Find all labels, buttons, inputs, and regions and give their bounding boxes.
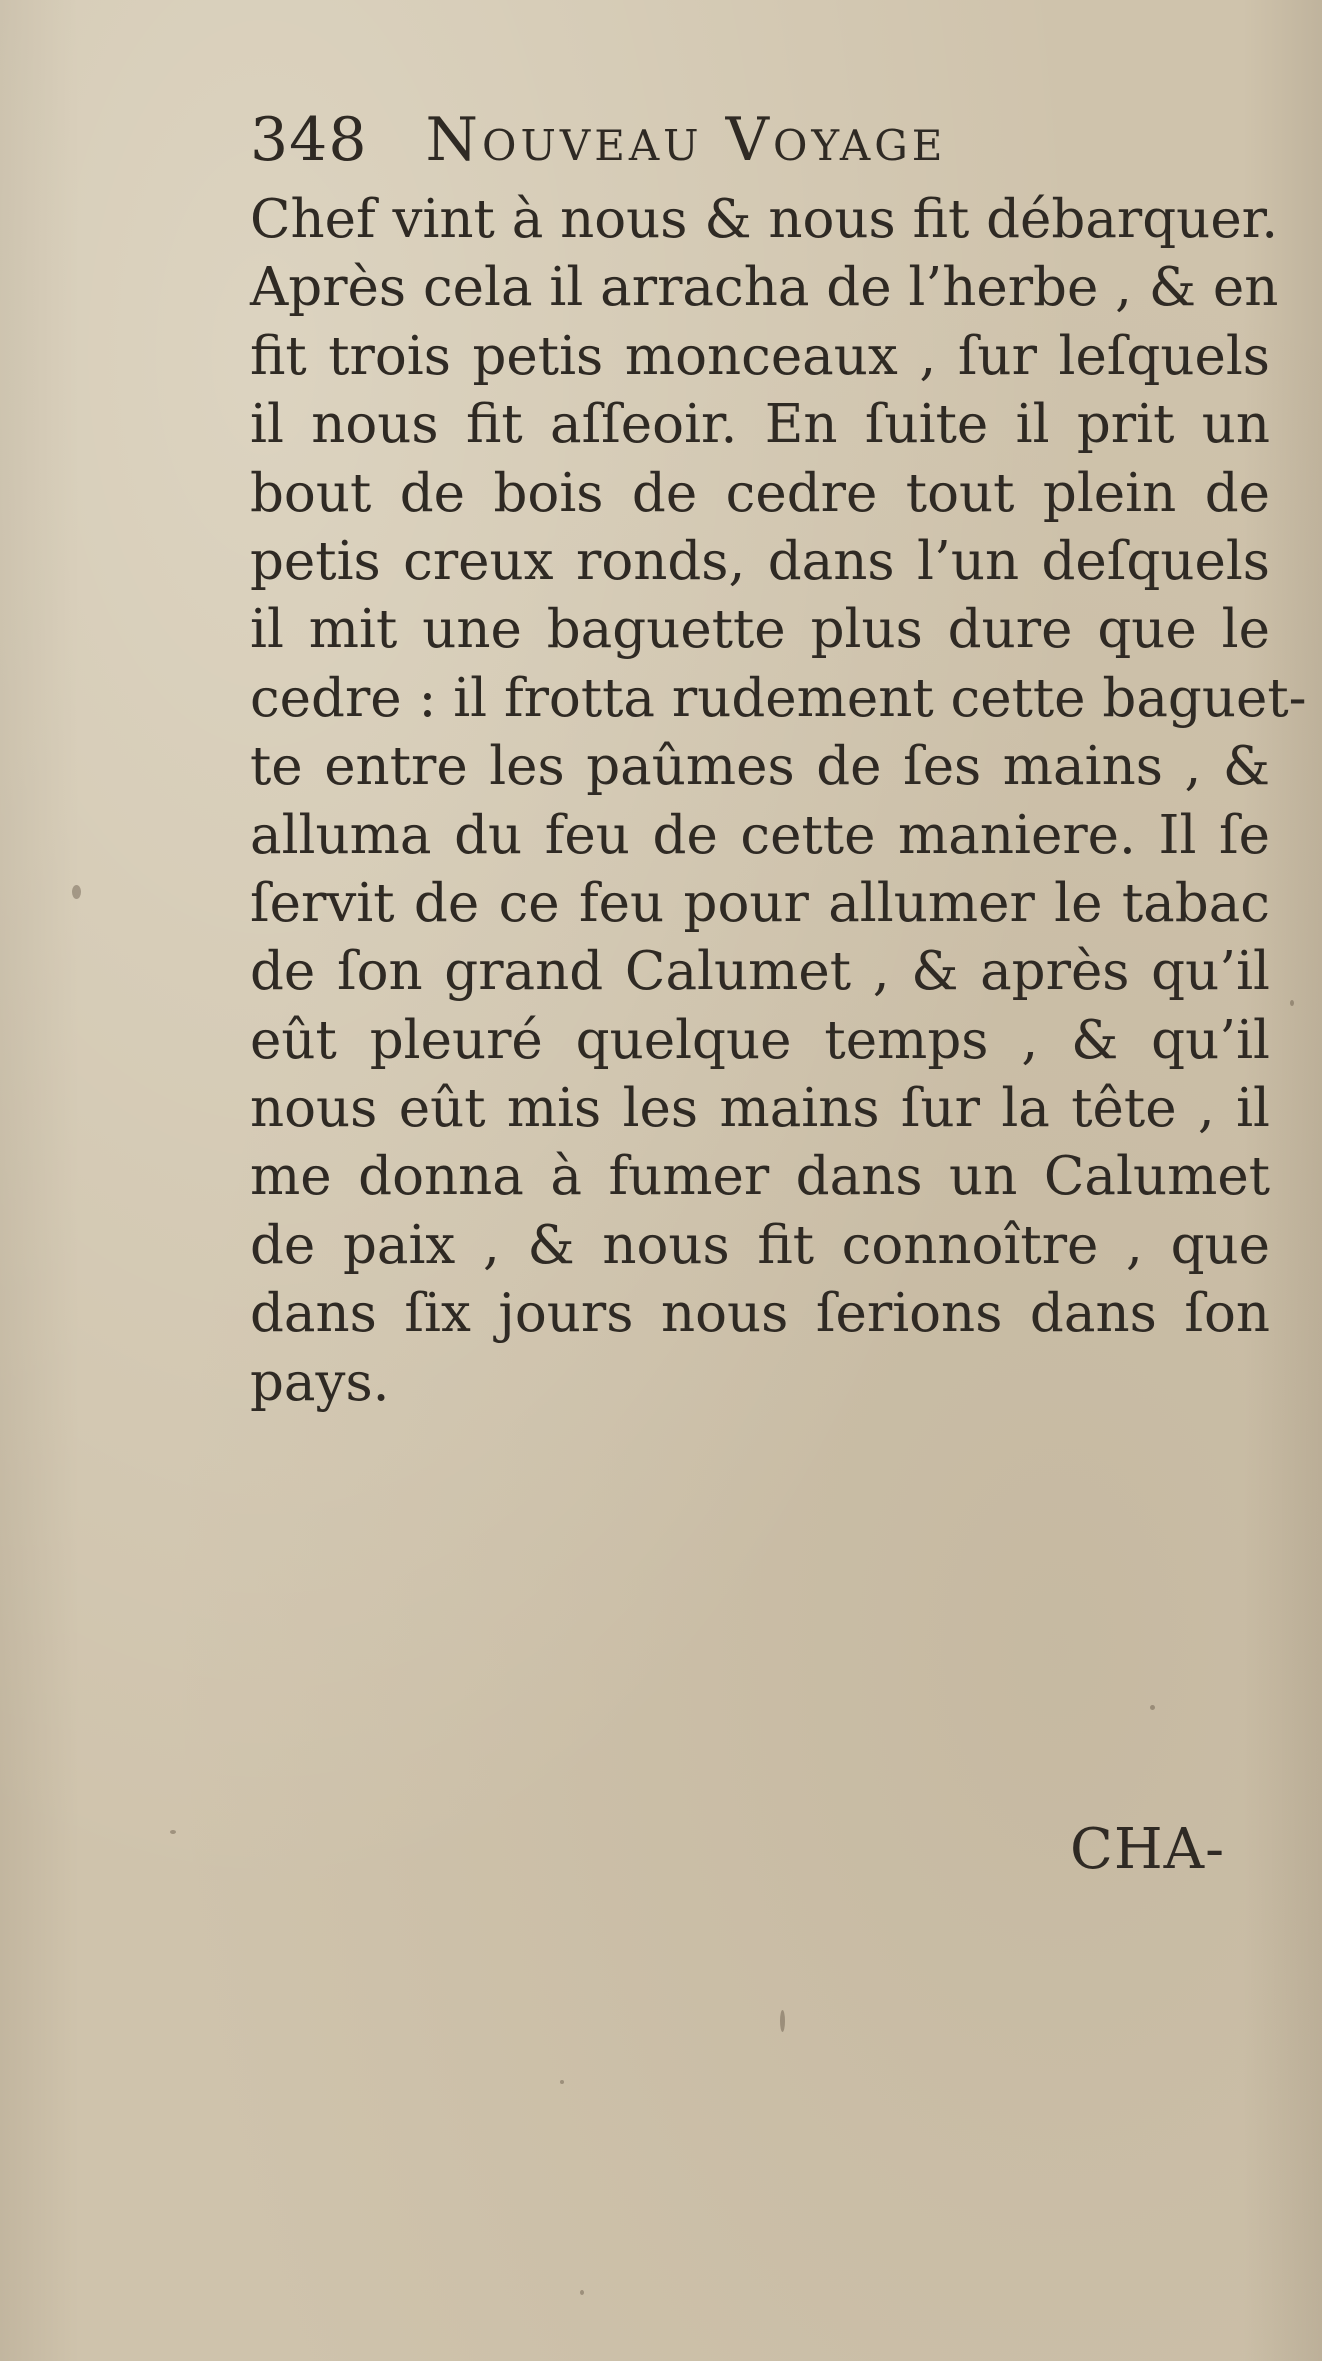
paper-speck — [1290, 1000, 1294, 1006]
paper-speck — [1150, 1705, 1155, 1710]
text-line: alluma du feu de cette maniere. Il ſe — [250, 804, 1270, 866]
paper-speck — [580, 2290, 584, 2295]
text-line: petis creux ronds, dans l’un deſquels — [250, 530, 1270, 592]
running-head — [250, 100, 1150, 180]
text-line: de paix , & nous fit connoître , que — [250, 1214, 1270, 1276]
text-line: eût pleuré quelque temps , & qu’il — [250, 1009, 1270, 1071]
text-line: nous eût mis les mains ſur la tête , il — [250, 1078, 1270, 1140]
paper-speck — [560, 2080, 564, 2084]
page-number: 348 — [250, 105, 368, 175]
text-line: il mit une baguette plus dure que le — [250, 599, 1270, 661]
text-line: dans ſix jours nous ſerions dans ſon — [250, 1283, 1270, 1345]
text-line: ſervit de ce feu pour allumer le tabac — [250, 872, 1270, 934]
text-line: me donna à fumer dans un Calumet — [250, 1146, 1270, 1208]
text-line: te entre les paûmes de ſes mains , & — [250, 736, 1270, 798]
catchword: CHA- — [1070, 1817, 1226, 1882]
text-line: bout de bois de cedre tout plein de — [250, 462, 1270, 524]
text-line: fit trois petis monceaux , ſur leſquels — [250, 325, 1270, 387]
text-line: Chef vint à nous & nous fit débarquer. — [250, 189, 1279, 250]
running-title: Nouveau Voyage — [425, 105, 947, 175]
text-line: de ſon grand Calumet , & après qu’il — [250, 941, 1270, 1003]
text-line: cedre : il frotta rudement cette baguet- — [250, 667, 1307, 729]
paper-speck — [170, 1830, 176, 1834]
paper-speck — [780, 2010, 785, 2032]
text-line-last: pays. — [250, 1351, 390, 1413]
text-line: il nous fit aſſeoir. En ſuite il prit un — [250, 394, 1270, 456]
text-line: Après cela il arracha de l’herbe , & en — [250, 257, 1279, 319]
paper-speck — [72, 885, 81, 899]
body-paragraph — [250, 186, 1307, 1417]
